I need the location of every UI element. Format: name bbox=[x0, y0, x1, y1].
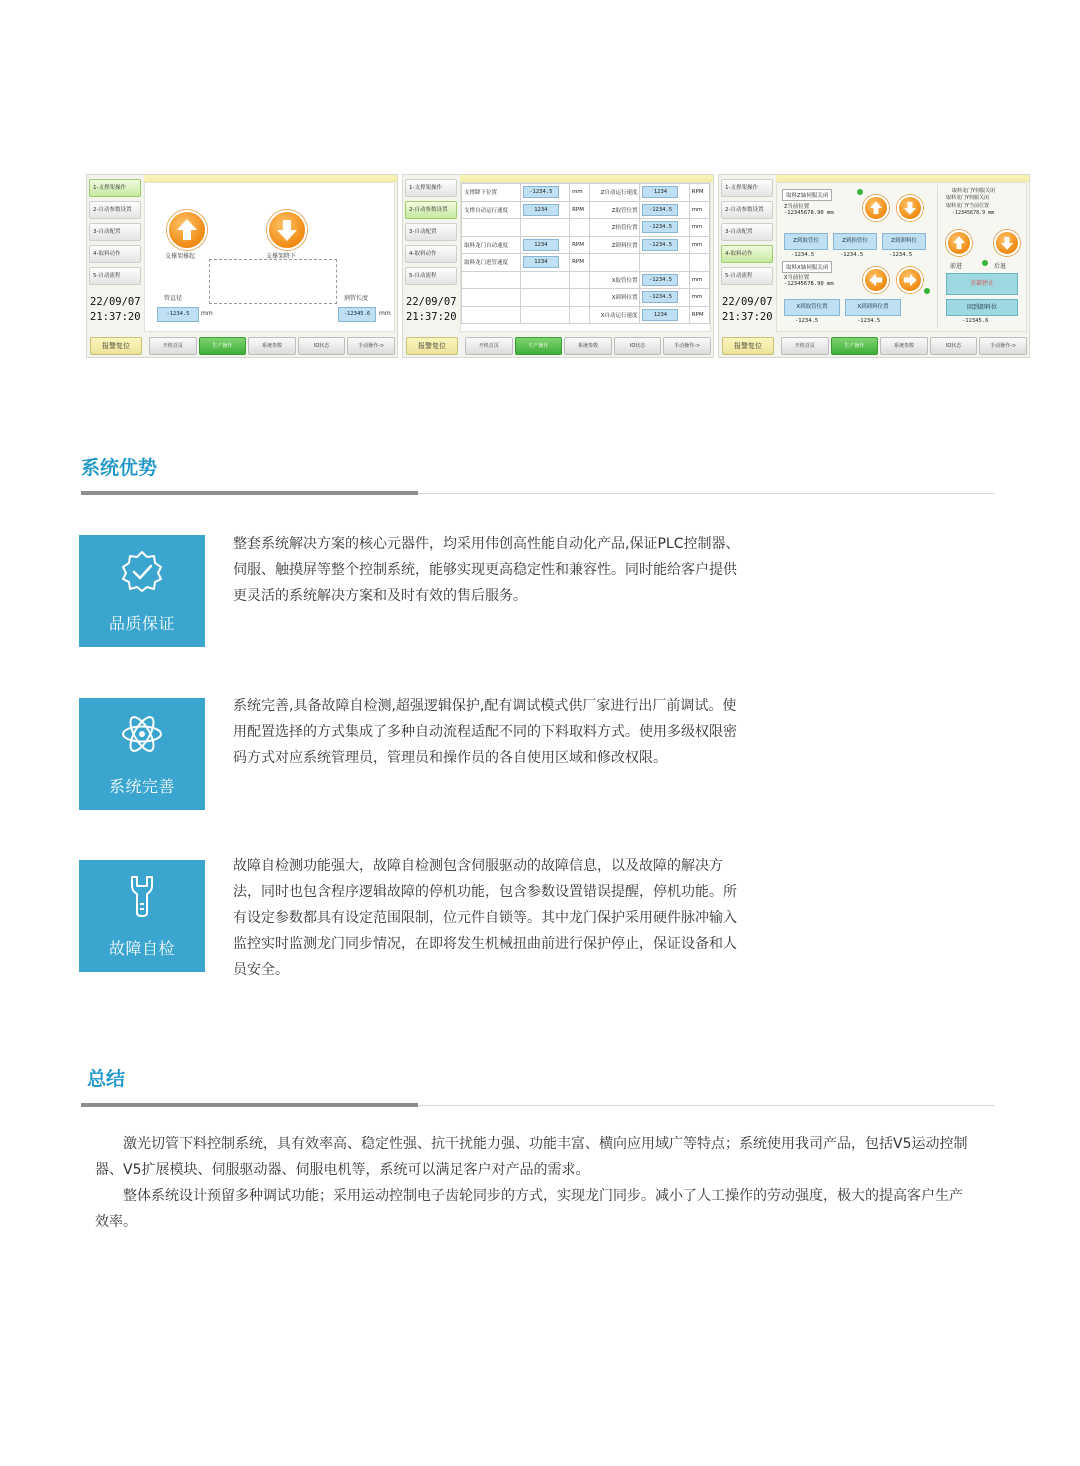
menu-item-auto-config[interactable]: 3-自动配置 bbox=[89, 223, 141, 241]
param-unit: mm bbox=[572, 189, 583, 196]
param-row bbox=[462, 219, 710, 237]
param-label: 取料龙门自动速度 bbox=[464, 242, 509, 249]
x-to-take-button[interactable]: X到取管位置 bbox=[784, 299, 840, 316]
pipe-diameter-label: 管直径 bbox=[164, 295, 183, 302]
y-status-dot bbox=[982, 260, 988, 266]
hmi-date: 22/09/07 bbox=[722, 296, 773, 308]
hmi-time: 21:37:20 bbox=[90, 311, 141, 323]
param-unit-cell bbox=[570, 184, 590, 202]
atom-icon bbox=[120, 712, 164, 756]
nav-manual[interactable]: 手动操作-> bbox=[979, 337, 1027, 355]
param-unit-cell bbox=[570, 254, 590, 272]
hmi-time: 21:37:20 bbox=[406, 311, 457, 323]
nav-production[interactable]: 生产操作 bbox=[515, 337, 563, 355]
param-value-cell bbox=[640, 201, 689, 219]
z-servo-status-dot bbox=[857, 189, 863, 195]
advantages-section-title: 系统优势 bbox=[81, 457, 158, 479]
param-unit: mm bbox=[691, 294, 703, 301]
stop-all-button[interactable]: 全部停止 bbox=[946, 273, 1018, 295]
x-right-button[interactable] bbox=[897, 267, 923, 293]
param-value[interactable]: -1234.5 bbox=[642, 274, 678, 286]
y-servo-off-text-2: 取料龙门Y伺服关闭 bbox=[946, 195, 990, 201]
z-lift-value: -1234.5 bbox=[840, 252, 864, 258]
nav-io-status[interactable]: IO状态 bbox=[614, 337, 662, 355]
hmi-axis-panel bbox=[776, 182, 1027, 332]
param-label-cell bbox=[462, 201, 521, 219]
param-label-cell bbox=[462, 236, 521, 254]
param-label: 支撑降下位置 bbox=[464, 190, 498, 197]
x-current-label: X当前位置 bbox=[784, 275, 810, 281]
feature-system-box bbox=[79, 698, 205, 810]
hmi-time: 21:37:20 bbox=[722, 311, 773, 323]
hmi-datetime bbox=[722, 295, 773, 325]
param-unit-cell bbox=[689, 219, 709, 237]
z-down-button[interactable] bbox=[897, 195, 923, 221]
feature-quality-label: 品质保证 bbox=[108, 614, 175, 633]
param-label: Z自动运行速度 bbox=[600, 190, 638, 197]
nav-system-params[interactable]: 系统参数 bbox=[248, 337, 296, 355]
hmi-nav-bar bbox=[465, 337, 711, 355]
arrow-up-icon bbox=[169, 212, 205, 248]
param-value-cell bbox=[640, 219, 689, 237]
y-forward-button[interactable] bbox=[946, 230, 972, 256]
param-value-cell bbox=[520, 289, 569, 307]
param-label: X卸料位置 bbox=[611, 295, 638, 302]
param-unit-cell bbox=[570, 289, 590, 307]
param-unit: RPM bbox=[572, 206, 584, 213]
param-unit-cell bbox=[689, 289, 709, 307]
menu-item-take-material[interactable]: 4-取料动作 bbox=[89, 245, 141, 263]
param-label: Z取管位置 bbox=[611, 207, 638, 214]
arrow-right-icon bbox=[899, 269, 921, 291]
param-label-cell bbox=[590, 271, 640, 289]
hmi-title-bar bbox=[460, 175, 713, 182]
hmi-datetime bbox=[406, 295, 457, 325]
param-label-cell bbox=[590, 306, 640, 324]
param-unit-cell bbox=[570, 306, 590, 324]
param-label: Z卸料位置 bbox=[611, 242, 638, 249]
param-unit-cell bbox=[570, 201, 590, 219]
x-take-value: -1234.5 bbox=[795, 318, 819, 324]
nav-production[interactable]: 生产操作 bbox=[199, 337, 247, 355]
hmi-title-bar bbox=[144, 175, 397, 182]
back-unload-value: -12345.6 bbox=[962, 318, 989, 324]
hmi-date: 22/09/07 bbox=[406, 296, 457, 308]
param-unit: RPM bbox=[691, 189, 704, 196]
param-label-cell bbox=[590, 201, 640, 219]
arrow-up-icon bbox=[865, 197, 887, 219]
param-value-cell bbox=[520, 236, 569, 254]
x-to-unload-button[interactable]: X到卸料位置 bbox=[845, 299, 901, 316]
param-label-cell bbox=[590, 236, 640, 254]
param-value-cell bbox=[520, 201, 569, 219]
hmi-screen-take-material bbox=[718, 174, 1030, 358]
y-backward-button[interactable] bbox=[994, 230, 1020, 256]
param-label-cell bbox=[462, 289, 521, 307]
hmi-title-bar bbox=[776, 175, 1029, 182]
param-row bbox=[462, 254, 710, 272]
menu-item-auto-config[interactable]: 3-自动配置 bbox=[405, 223, 457, 241]
param-unit-cell bbox=[689, 254, 709, 272]
feature-quality-text: 整套系统解决方案的核心元器件，均采用伟创高性能自动化产品,保证PLC控制器、伺服、触摸屏等整个控制系统，能够实现更高稳定性和兼容性。同时能给客户提供更灵活的系统解决方案和及时有效的售后服务。 bbox=[233, 536, 740, 604]
lower-label: 支撑架降下 bbox=[266, 253, 297, 260]
arrow-down-icon bbox=[996, 232, 1018, 254]
cut-length-value[interactable]: -12345.6 bbox=[338, 307, 376, 322]
param-value-cell bbox=[520, 254, 569, 272]
nav-system-params[interactable]: 系统参数 bbox=[564, 337, 612, 355]
param-unit: RPM bbox=[691, 311, 704, 318]
param-value-cell bbox=[640, 254, 689, 272]
param-value[interactable]: -1234.5 bbox=[642, 291, 678, 303]
quality-badge-icon bbox=[120, 549, 164, 593]
z-to-lift-button[interactable]: Z到抬管位 bbox=[833, 233, 877, 250]
hmi-side-menu bbox=[87, 179, 144, 289]
param-label: 取料龙门进管速度 bbox=[464, 260, 509, 267]
param-label-cell bbox=[462, 271, 521, 289]
param-label-cell bbox=[462, 306, 521, 324]
menu-item-auto-flow[interactable]: 5-自动流程 bbox=[89, 267, 141, 285]
x-left-button[interactable] bbox=[863, 267, 889, 293]
param-row bbox=[462, 306, 710, 324]
hmi-screen-support bbox=[86, 174, 398, 358]
param-value[interactable]: 1234 bbox=[642, 309, 678, 321]
param-label-cell bbox=[590, 219, 640, 237]
menu-item-take-material[interactable]: 4-取料动作 bbox=[721, 245, 773, 263]
back-unload-button[interactable]: 回到卸料位 bbox=[946, 299, 1018, 316]
y-current-label: 取料龙门Y当前位置 bbox=[946, 203, 990, 209]
param-row bbox=[462, 201, 710, 219]
nav-manual[interactable]: 手动操作-> bbox=[663, 337, 711, 355]
param-label: X取管位置 bbox=[611, 277, 638, 284]
param-label-cell bbox=[462, 219, 521, 237]
lower-button[interactable] bbox=[267, 210, 307, 250]
param-value[interactable]: -1234.5 bbox=[642, 204, 678, 216]
x-servo-off-button[interactable]: 取料X轴伺服关闭 bbox=[782, 261, 832, 273]
param-label-cell bbox=[462, 184, 521, 202]
hmi-datetime bbox=[90, 295, 141, 325]
z-up-button[interactable] bbox=[863, 195, 889, 221]
feature-fault-label: 故障自检 bbox=[108, 939, 175, 958]
menu-item-support[interactable]: 1-支撑架操作 bbox=[405, 179, 457, 197]
param-row bbox=[462, 184, 710, 202]
arrow-down-icon bbox=[899, 197, 921, 219]
param-label-cell bbox=[590, 184, 640, 202]
x-current-value: -12345678.90 mm bbox=[784, 281, 834, 287]
pipe-diameter-value[interactable]: -1234.5 bbox=[157, 307, 199, 322]
z-current-label: Z当前位置 bbox=[784, 204, 810, 210]
z-to-unload-button[interactable]: Z到卸料位 bbox=[882, 233, 926, 250]
forward-label: 前进 bbox=[950, 263, 963, 270]
param-unit-cell bbox=[689, 271, 709, 289]
info-area bbox=[209, 259, 337, 304]
param-value-cell bbox=[640, 184, 689, 202]
hmi-nav-bar bbox=[781, 337, 1027, 355]
menu-item-support[interactable]: 1-支撑架操作 bbox=[89, 179, 141, 197]
alarm-reset-button[interactable]: 报警复位 bbox=[406, 337, 458, 355]
hmi-panel bbox=[144, 182, 395, 332]
param-unit: mm bbox=[691, 276, 703, 283]
hmi-side-menu bbox=[403, 179, 460, 289]
nav-home[interactable]: 开机首页 bbox=[465, 337, 513, 355]
summary-section-title: 总结 bbox=[87, 1068, 126, 1090]
param-value-cell bbox=[520, 306, 569, 324]
param-label: X自动运行速度 bbox=[600, 312, 638, 319]
param-value[interactable]: -1234.5 bbox=[642, 221, 678, 233]
wrench-icon bbox=[120, 874, 164, 918]
param-label-cell bbox=[590, 254, 640, 272]
param-value[interactable]: -1234.5 bbox=[523, 186, 559, 198]
param-value[interactable]: 1234 bbox=[523, 239, 559, 251]
raise-label: 支撑架撑起 bbox=[165, 253, 196, 260]
section-divider-accent bbox=[81, 491, 418, 495]
hmi-date: 22/09/07 bbox=[90, 296, 141, 308]
summary-paragraph: 激光切管下料控制系统，具有效率高、稳定性强、抗干扰能力强、功能丰富、横向应用域广等特点；系统使用我司产品，包括V5运动控制器、V5扩展模块、伺服驱动器、伺服电机等，系统可以满足客户对产品的需求。 bbox=[95, 1136, 968, 1178]
nav-manual[interactable]: 手动操作-> bbox=[347, 337, 395, 355]
param-value[interactable]: -1234.5 bbox=[642, 239, 678, 251]
nav-production[interactable]: 生产操作 bbox=[831, 337, 879, 355]
hmi-screen-auto-params bbox=[402, 174, 714, 358]
hmi-param-panel bbox=[460, 182, 711, 332]
z-unload-value: -1234.5 bbox=[889, 252, 913, 258]
menu-item-auto-config[interactable]: 3-自动配置 bbox=[721, 223, 773, 241]
menu-item-take-material[interactable]: 4-取料动作 bbox=[405, 245, 457, 263]
nav-io-status[interactable]: IO状态 bbox=[930, 337, 978, 355]
y-servo-off-text: 取料龙门Y伺服关闭 bbox=[952, 188, 996, 194]
param-unit: mm bbox=[691, 241, 703, 248]
nav-system-params[interactable]: 系统参数 bbox=[880, 337, 928, 355]
feature-system-text: 系统完善,具备故障自检测,超强逻辑保护,配有调试模式供厂家进行出厂前调试。使用配置选择的方式集成了多种自动流程适配不同的下料取料方式。使用多级权限密码方式对应系统管理员，管理员和操作员的各自使用区域和修改权限。 bbox=[233, 698, 737, 766]
param-value-cell bbox=[520, 219, 569, 237]
z-current-value: -12345678.90 mm bbox=[784, 210, 834, 216]
alarm-reset-button[interactable]: 报警复位 bbox=[90, 337, 142, 355]
alarm-reset-button[interactable]: 报警复位 bbox=[722, 337, 774, 355]
nav-io-status[interactable]: IO状态 bbox=[298, 337, 346, 355]
backward-label: 后退 bbox=[994, 263, 1007, 270]
param-value-cell bbox=[640, 306, 689, 324]
param-value-cell bbox=[520, 184, 569, 202]
param-value[interactable]: 1234 bbox=[523, 256, 559, 268]
z-servo-off-button[interactable]: 取料Z轴伺服关闭 bbox=[782, 189, 832, 201]
feature-quality-box bbox=[79, 535, 205, 647]
param-value-cell bbox=[640, 236, 689, 254]
param-label: Z抬管位置 bbox=[611, 225, 638, 232]
hmi-nav-bar bbox=[149, 337, 395, 355]
param-value-cell bbox=[520, 271, 569, 289]
menu-item-auto-flow[interactable]: 5-自动流程 bbox=[405, 267, 457, 285]
feature-system-label: 系统完善 bbox=[108, 777, 175, 796]
param-unit: RPM bbox=[572, 259, 584, 266]
cut-length-label: 割管长度 bbox=[344, 295, 369, 302]
z-to-take-button[interactable]: Z到取管位 bbox=[784, 233, 828, 250]
param-unit-cell bbox=[689, 201, 709, 219]
menu-item-auto-params[interactable]: 2-自动参数设置 bbox=[721, 201, 773, 219]
raise-button[interactable] bbox=[167, 210, 207, 250]
z-take-value: -1234.5 bbox=[791, 252, 815, 258]
param-row bbox=[462, 289, 710, 307]
param-row bbox=[462, 271, 710, 289]
param-row bbox=[462, 236, 710, 254]
menu-item-support[interactable]: 1-支撑架操作 bbox=[721, 179, 773, 197]
menu-item-auto-flow[interactable]: 5-自动流程 bbox=[721, 267, 773, 285]
param-label-cell bbox=[462, 254, 521, 272]
section-divider-accent bbox=[81, 1103, 418, 1107]
param-value[interactable]: 1234 bbox=[642, 186, 678, 198]
param-unit: mm bbox=[691, 206, 703, 213]
nav-home[interactable]: 开机首页 bbox=[149, 337, 197, 355]
param-label: 支撑自动运行速度 bbox=[464, 207, 509, 214]
param-unit-cell bbox=[689, 236, 709, 254]
feature-fault-text: 故障自检测功能强大，故障自检测包含伺服驱动的故障信息，以及故障的解决方法，同时也包含程序逻辑故障的停机功能，包含参数设置错误提醒，停机功能。所有设定参数都具有设定范围限制，位元件自锁等。其中龙门保护采用硬件脉冲输入监控实时监测龙门同步情况，在即将发生机械扭曲前进行保护停止，保证设备和人员安全。 bbox=[233, 858, 737, 978]
param-value-cell bbox=[640, 289, 689, 307]
cut-length-unit: mm bbox=[379, 310, 391, 317]
y-current-value: -12345678.9 mm bbox=[952, 210, 995, 216]
hmi-side-menu bbox=[719, 179, 776, 289]
param-unit-cell bbox=[570, 219, 590, 237]
summary-body bbox=[95, 1131, 975, 1235]
x-unload-value: -1234.5 bbox=[857, 318, 881, 324]
param-unit: mm bbox=[691, 224, 703, 231]
menu-item-auto-params[interactable]: 2-自动参数设置 bbox=[89, 201, 141, 219]
arrow-up-icon bbox=[948, 232, 970, 254]
param-value-cell bbox=[640, 271, 689, 289]
param-unit-cell bbox=[689, 184, 709, 202]
y-gantry-group bbox=[937, 185, 1027, 328]
param-unit: RPM bbox=[572, 241, 584, 248]
param-unit-cell bbox=[689, 306, 709, 324]
summary-paragraph: 整体系统设计预留多种调试功能；采用运动控制电子齿轮同步的方式，实现龙门同步。减小了人工操作的劳动强度，极大的提高客户生产效率。 bbox=[95, 1188, 963, 1230]
menu-item-auto-params[interactable]: 2-自动参数设置 bbox=[405, 201, 457, 219]
param-unit-cell bbox=[570, 236, 590, 254]
param-label-cell bbox=[590, 289, 640, 307]
nav-home[interactable]: 开机首页 bbox=[781, 337, 829, 355]
param-table bbox=[461, 183, 710, 324]
x-servo-status-dot bbox=[924, 288, 930, 294]
feature-fault-box bbox=[79, 860, 205, 972]
arrow-left-icon bbox=[865, 269, 887, 291]
pipe-diameter-unit: mm bbox=[201, 310, 213, 317]
param-unit-cell bbox=[570, 271, 590, 289]
arrow-down-icon bbox=[269, 212, 305, 248]
param-value[interactable]: 1234 bbox=[523, 204, 559, 216]
